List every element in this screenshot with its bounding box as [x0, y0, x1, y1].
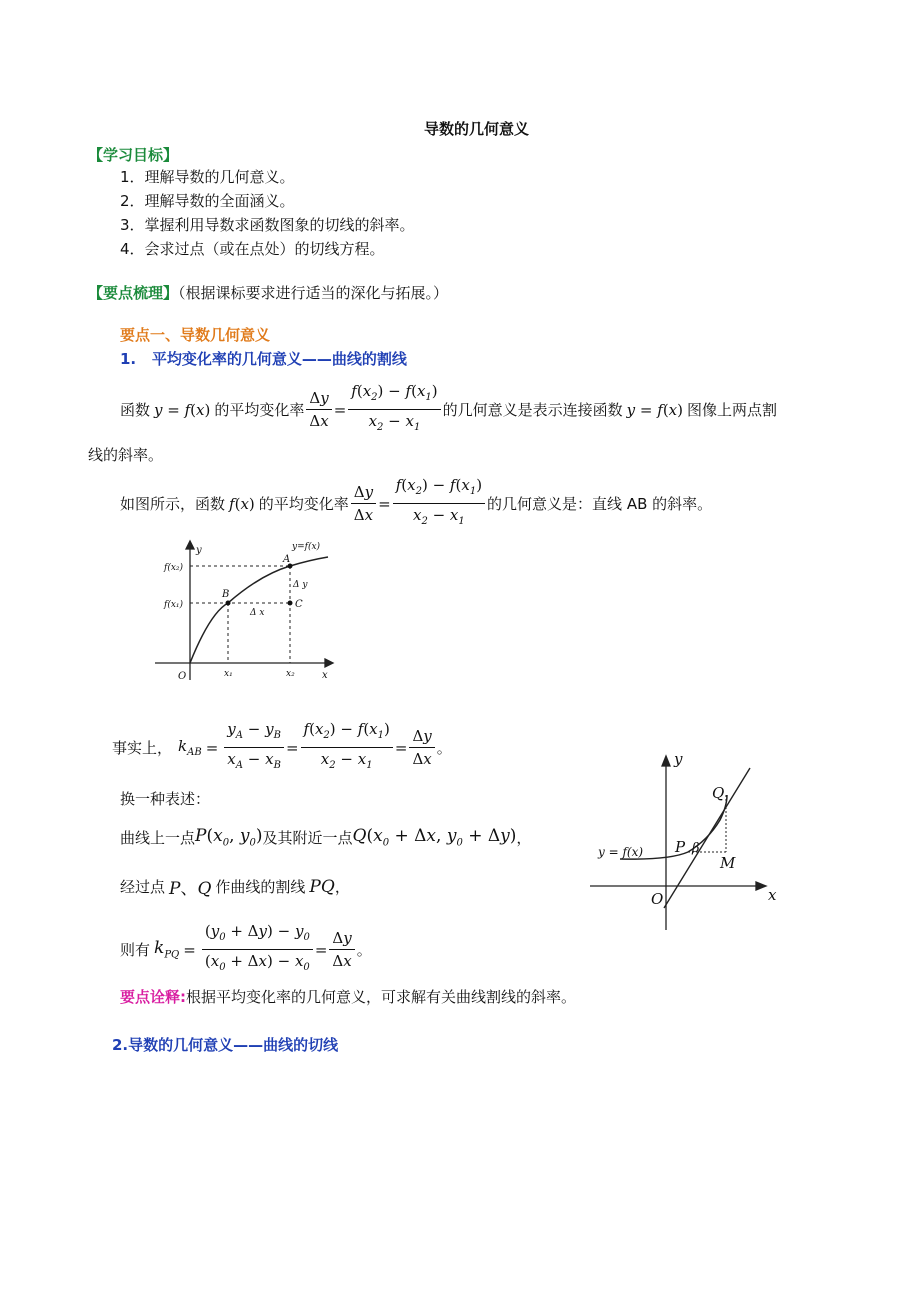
paragraph-avg-rate: 函数 y = f(x) 的平均变化率 $\frac{\Delta y}{\Delta x}$ = $\frac{f(x_2) - f(x_1)}{x_2 - x_1}$ 的几何意义是表示连接函数 y = f(x) 图像上两点割 — [120, 380, 777, 439]
p7-text-a: 则有 — [120, 941, 151, 959]
sub1-title — [120, 348, 407, 369]
p1-text-a: 函数 — [120, 401, 151, 419]
frac-y0-x0: $\frac{(y_0 + \Delta y) - y_0}{(x_0 + \Delta x) - x_0}$ — [202, 920, 313, 979]
p6-text-b: 作曲线的割线 — [215, 878, 306, 896]
p2-text-a: 如图所示，函数 — [120, 495, 226, 513]
note-label: 要点诠释: — [120, 988, 186, 1006]
paragraph-secant-pq: 经过点 P、Q 作曲线的割线 PQ ， — [120, 874, 350, 899]
fig2-beta: β — [692, 841, 700, 856]
figure-secant-pq — [590, 748, 790, 933]
frac-fx2-fx1-3: $\frac{f(x_2) - f(x_1)}{x_2 - x_1}$ — [301, 718, 393, 777]
formula-y-fx: y = f(x) — [154, 400, 211, 419]
p5-text-b: 及其附近一点 — [262, 828, 353, 847]
paragraph-k-pq: 则有 $k_{PQ}$ = $\frac{(y_0 + \Delta y) - y_0}{(x_0 + \Delta x) - x_0}$ = $\frac{\Delta y}{\Delta x}$ 。 — [120, 920, 372, 979]
formula-fx: f(x) — [229, 494, 255, 513]
p1-text-b: 的平均变化率 — [214, 401, 305, 419]
fig2-x-label: x — [768, 886, 777, 904]
fig2-q: Q — [712, 784, 725, 802]
note-line — [120, 986, 576, 1007]
page-title: 导数的几何意义 — [424, 120, 530, 138]
note-text: 根据平均变化率的几何意义，可求解有关曲线割线的斜率。 — [186, 988, 577, 1006]
fig1-fx2: f(x₂) — [164, 563, 184, 573]
goal-item-1: 1．理解导数的几何意义。 — [120, 168, 295, 186]
key-points-line — [88, 282, 448, 303]
frac-dy-dx: $\frac{\Delta y}{\Delta x}$ — [306, 387, 331, 432]
p1-text-d: 图像上两点割 — [687, 401, 778, 419]
section1-title: 要点一、导数几何意义 — [120, 326, 271, 344]
paragraph-figure-ref: 如图所示，函数 f(x) 的平均变化率 $\frac{\Delta y}{\Delta x}$ = $\frac{f(x_2) - f(x_1)}{x_2 - x_1}$ 的几何意义是：直线 AB 的斜率。 — [120, 474, 712, 533]
paragraph-k-ab: 事实上， $k_{AB}$ = $\frac{y_A - y_B}{x_A - x_B}$ = $\frac{f(x_2) - f(x_1)}{x_2 - x_1}$ = $\frac{\Delta y}{\Delta x}$ 。 — [112, 718, 452, 777]
fig1-y-label: y — [196, 545, 202, 556]
fig1-b: B — [222, 589, 230, 600]
frac-fx2-fx1: $\frac{f(x_2) - f(x_1)}{x_2 - x_1}$ — [348, 380, 440, 439]
line-pq: PQ — [309, 876, 335, 897]
fig1-dy: Δ y — [293, 580, 308, 590]
fig2-origin: O — [651, 890, 664, 908]
goal-item-4: 4．会求过点（或在点处）的切线方程。 — [120, 240, 385, 258]
fig1-x-label: x — [322, 670, 328, 681]
k-ab: $k_{AB}$ — [178, 737, 202, 758]
fig2-m: M — [720, 854, 736, 872]
points-p-q: P、Q — [169, 879, 212, 899]
frac-dy-dx-4: $\frac{\Delta y}{\Delta x}$ — [329, 927, 354, 972]
fig2-y-label: y — [674, 750, 683, 768]
p1-text-c: 的几何意义是表示连接函数 — [442, 401, 623, 419]
figure-secant-ab — [150, 535, 340, 685]
fig1-origin: O — [178, 671, 187, 682]
key-note: （根据课标要求进行适当的深化与拓展。） — [178, 284, 449, 302]
frac-fx2-fx1-2: $\frac{f(x_2) - f(x_1)}{x_2 - x_1}$ — [393, 474, 485, 533]
fig1-curve-label: y=f(x) — [292, 542, 321, 552]
point-b — [226, 601, 231, 606]
point-q-coords: $Q(x_0 + \Delta x$, $y_0 + \Delta y$) — [352, 826, 517, 849]
goal-item-2: 2．理解导数的全面涵义。 — [120, 192, 295, 210]
y-arrow-icon — [186, 541, 194, 549]
fig1-x2: x₂ — [286, 669, 295, 679]
point-c — [288, 601, 293, 606]
p3-text-a: 事实上， — [112, 739, 173, 757]
fig1-x1: x₁ — [224, 669, 233, 679]
k-pq: $k_{PQ}$ — [154, 938, 180, 961]
paragraph-points-pq: 曲线上一点 $P(x_0$, $y_0$) 及其附近一点 $Q(x_0 + \Delta x$, $y_0 + \Delta y$) ， — [120, 826, 532, 849]
point-p-coords: $P(x_0$, $y_0$) — [195, 826, 263, 849]
goal-item-3: 3．掌握利用导数求函数图象的切线的斜率。 — [120, 216, 415, 234]
section2-title: 2.导数的几何意义——曲线的切线 — [112, 1036, 339, 1054]
fig1-fx1: f(x₁) — [164, 600, 184, 610]
sub1-number: 1. — [120, 350, 137, 368]
p2-text-b: 的平均变化率 — [258, 495, 349, 513]
p5-text-a: 曲线上一点 — [120, 828, 196, 847]
x-arrow-icon-2 — [756, 882, 766, 890]
goals-heading: 【学习目标】 — [88, 146, 179, 164]
frac-ya-yb: $\frac{y_A - y_B}{x_A - x_B}$ — [224, 718, 284, 777]
fig1-dx: Δ x — [250, 608, 265, 618]
fig1-a: A — [283, 554, 291, 565]
y-arrow-icon-2 — [662, 756, 670, 766]
formula-y-fx-2: y = f(x) — [626, 400, 683, 419]
x-arrow-icon — [325, 659, 333, 667]
frac-dy-dx-2: $\frac{\Delta y}{\Delta x}$ — [351, 481, 376, 526]
p4-text: 换一种表述： — [120, 790, 211, 808]
p1-text-e: 线的斜率。 — [88, 446, 164, 464]
p2-text-c: 的几何意义是：直线 AB 的斜率。 — [487, 495, 713, 513]
fig2-curve-label: y = f(x) — [598, 845, 644, 859]
frac-dy-dx-3: $\frac{\Delta y}{\Delta x}$ — [409, 725, 434, 770]
key-heading: 【要点梳理】 — [88, 284, 179, 302]
p6-text-a: 经过点 — [120, 878, 166, 896]
fig2-p: P — [675, 838, 686, 856]
fig1-c: C — [295, 599, 303, 610]
sub1-text: 平均变化率的几何意义——曲线的割线 — [151, 350, 407, 368]
